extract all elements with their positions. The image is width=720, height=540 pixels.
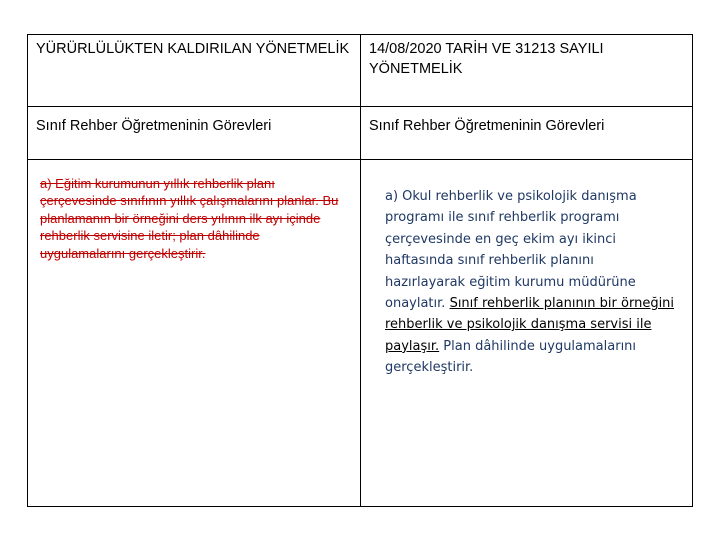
- subheader-cell-right: [361, 107, 693, 160]
- content-row: [28, 160, 693, 507]
- subheader-row: [28, 107, 693, 160]
- header-cell-left: [28, 35, 361, 107]
- subheader-cell-left: [28, 107, 361, 160]
- comparison-table: [27, 34, 693, 507]
- old-regulation-text: a) Eğitim kurumunun yıllık rehberlik planı çerçevesinde sınıfının yıllık çalışmalarını planlar. Bu planlamanın bir örneğini ders yılının ilk ayı içinde rehberlik servisine iletir; plan dâhilinde uygulamalarını gerçekleştirir.: [40, 176, 339, 261]
- new-text-part2: Plan dâhilinde uygulamalarını gerçekleştirir.: [385, 338, 637, 376]
- header-row: [28, 35, 693, 107]
- content-cell-right: [361, 160, 693, 507]
- subheader-left: Sınıf Rehber Öğretmeninin Görevleri: [36, 118, 272, 134]
- subheader-right: Sınıf Rehber Öğretmeninin Görevleri: [369, 118, 605, 134]
- new-regulation-text: [361, 160, 692, 379]
- header-right: 14/08/2020 TARİH VE 31213 SAYILI YÖNETMELİK: [369, 41, 604, 77]
- new-text-part1: a) Okul rehberlik ve psikolojik danışma programı ile sınıf rehberlik programı çerçevesinde en geç ekim ayı ikinci haftasında sınıf rehberlik planını hazırlayarak eğitim kurumu müdürüne onaylatır.: [385, 189, 637, 312]
- content-cell-left: [28, 160, 361, 507]
- header-left: YÜRÜRLÜLÜKTEN KALDIRILAN YÖNETMELİK: [36, 41, 350, 57]
- new-text-underlined: Sınıf rehberlik planının bir örneğini rehberlik ve psikolojik danışma servisi ile paylaşır.: [385, 296, 675, 354]
- header-cell-right: [361, 35, 693, 107]
